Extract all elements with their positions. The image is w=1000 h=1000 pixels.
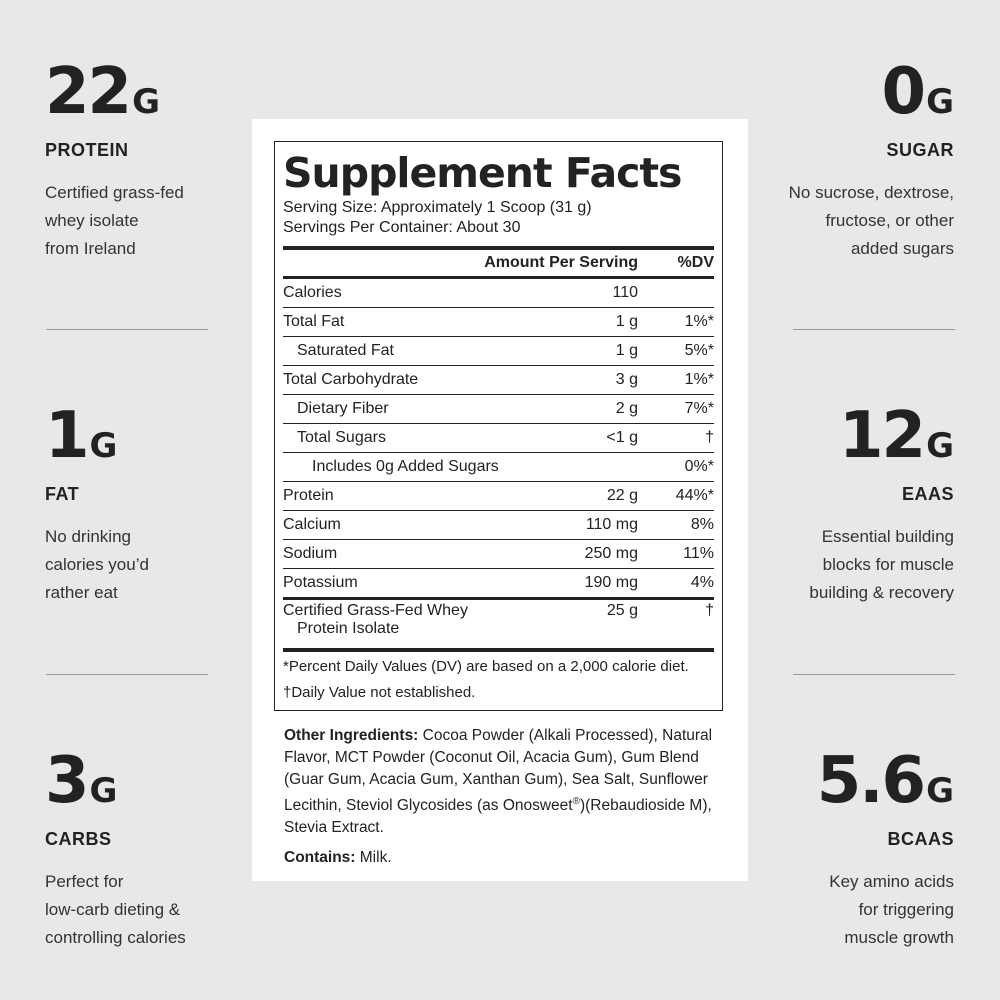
facts-row-whey [283, 600, 714, 648]
facts-title: Supplement Facts [283, 149, 682, 197]
row-name: Sodium [283, 545, 338, 562]
stat-description: Essential building blocks for muscle building & recovery [809, 527, 954, 602]
header-amount: Amount Per Serving [484, 254, 638, 271]
registered-mark: ® [572, 796, 580, 807]
supplement-facts-label [274, 141, 723, 711]
facts-row [283, 539, 714, 568]
facts-row [283, 481, 714, 510]
other-ingredients [284, 725, 724, 869]
facts-row [283, 568, 714, 597]
row-amount: 25 g [606, 602, 638, 619]
row-dv: 11% [683, 545, 714, 562]
stat-eaas [774, 399, 954, 607]
serving-size: Serving Size: Approximately 1 Scoop (31 g) [283, 199, 592, 216]
stat-value: 12G [839, 399, 954, 473]
stat-label: BCAAS [887, 829, 954, 849]
row-amount: 3 g [615, 371, 638, 388]
footnote-dv: *Percent Daily Values (DV) are based on a 2,000 calorie diet. [283, 658, 689, 675]
row-name: Calcium [283, 516, 341, 533]
divider [793, 674, 955, 675]
row-amount: 250 mg [584, 545, 638, 562]
row-amount: 2 g [615, 400, 638, 417]
row-amount: 110 [612, 284, 638, 301]
contains-label: Contains: [284, 849, 356, 867]
stat-description: Perfect for low-carb dieting & controlling calories [45, 872, 186, 947]
row-name: Total Carbohydrate [283, 371, 419, 388]
row-amount: 110 mg [585, 516, 638, 533]
contains [284, 847, 724, 869]
footnote-dagger: †Daily Value not established. [283, 684, 476, 701]
contains-text: Milk. [355, 849, 392, 867]
row-name: Total Sugars [297, 429, 386, 446]
stat-label: EAAS [901, 484, 954, 504]
row-dv: † [705, 602, 714, 619]
row-name: Total Fat [283, 313, 345, 330]
row-name: Saturated Fat [297, 342, 394, 359]
row-name: Certified Grass-Fed Whey Protein Isolate [283, 602, 468, 637]
divider [283, 648, 714, 652]
row-name: Protein [283, 487, 334, 504]
divider [46, 674, 208, 675]
row-name: Calories [283, 284, 342, 301]
stat-sugar [774, 55, 954, 263]
facts-header [283, 250, 714, 276]
stat-label: CARBS [45, 829, 112, 849]
stat-description: No drinking calories you’d rather eat [45, 527, 149, 602]
stat-protein [45, 55, 225, 263]
row-name: Dietary Fiber [297, 400, 389, 417]
facts-footnote [283, 654, 714, 710]
row-amount: 22 g [606, 487, 638, 504]
stat-description: Key amino acids for triggering muscle growth [829, 872, 954, 947]
row-dv: 1%* [684, 371, 714, 388]
row-name: Potassium [283, 574, 358, 591]
stat-value: 1G [45, 399, 118, 473]
divider [46, 329, 208, 330]
stat-carbs [45, 744, 225, 952]
stat-value: 22G [45, 55, 160, 129]
other-ingredients-text-end: )(Rebaudioside M), Stevia Extract. [284, 797, 712, 837]
facts-row [283, 423, 714, 452]
row-amount: 190 mg [584, 574, 638, 591]
row-dv: 1%* [684, 313, 714, 330]
row-dv: 4% [690, 574, 714, 591]
row-dv: 5%* [684, 342, 714, 359]
header-dv: %DV [677, 254, 714, 271]
facts-row [283, 394, 714, 423]
stat-label: PROTEIN [45, 140, 129, 160]
facts-row [283, 307, 714, 336]
stat-description: Certified grass-fed whey isolate from Ireland [45, 183, 184, 258]
supplement-facts-panel [252, 119, 748, 881]
stat-value: 0G [881, 55, 954, 129]
row-amount: 1 g [615, 313, 638, 330]
facts-row [283, 452, 714, 481]
row-amount: 1 g [615, 342, 638, 359]
other-ingredients-text: Cocoa Powder (Alkali Processed), Natural Flavor, MCT Powder (Coconut Oil, Acacia Gum), Gum Blend (Guar Gum, Acacia Gum, Xanthan Gum), Sea Salt, Sunflower Lecithin, Steviol Glycosides (as Onosweet [284, 727, 713, 815]
row-dv: † [705, 429, 714, 446]
servings-per-container: Servings Per Container: About 30 [283, 219, 521, 236]
row-dv: 44%* [675, 487, 714, 504]
row-dv: 0%* [684, 458, 714, 475]
stat-label: FAT [45, 484, 80, 504]
divider [793, 329, 955, 330]
row-dv: 7%* [684, 400, 714, 417]
stat-value: 5.6G [816, 744, 954, 818]
stat-value: 3G [45, 744, 118, 818]
facts-row [283, 336, 714, 365]
stat-fat [45, 399, 225, 607]
stat-description: No sucrose, dextrose, fructose, or other added sugars [788, 183, 954, 258]
facts-row [283, 510, 714, 539]
stat-bcaas [774, 744, 954, 952]
facts-row [283, 365, 714, 394]
row-name: Includes 0g Added Sugars [312, 458, 499, 475]
stat-label: SUGAR [886, 140, 954, 160]
facts-row [283, 279, 714, 307]
row-amount: <1 g [606, 429, 638, 446]
other-ingredients-label: Other Ingredients: [284, 727, 419, 744]
row-dv: 8% [690, 516, 714, 533]
